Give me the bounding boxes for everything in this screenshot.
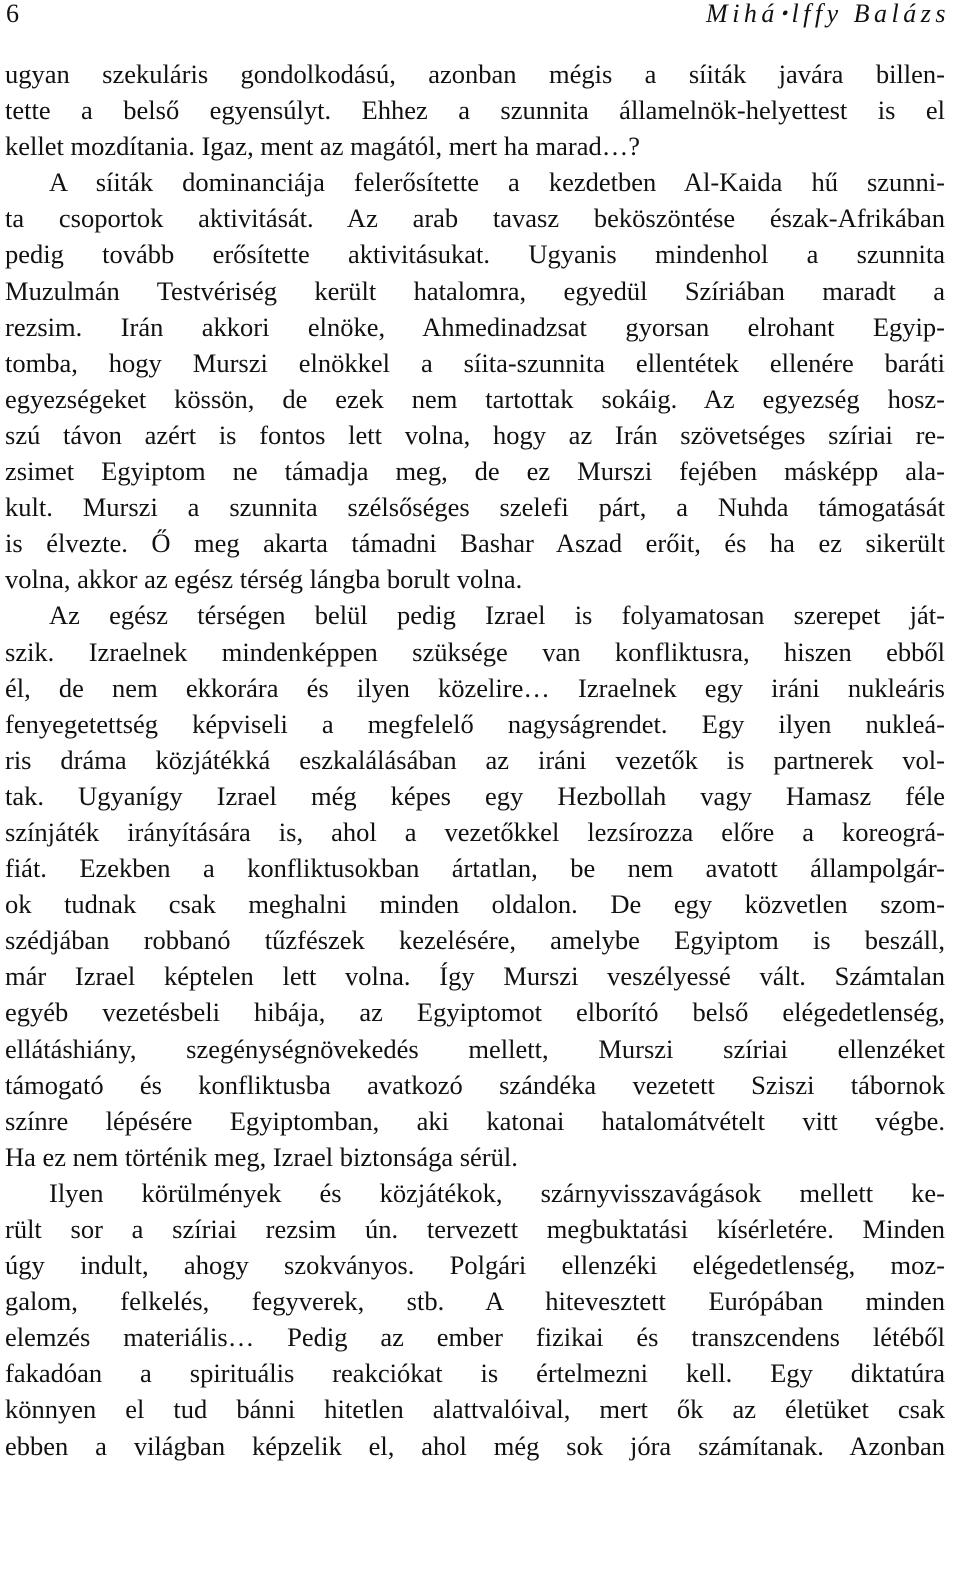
running-head [6,0,950,34]
text-line: színre lépésére Egyiptomban, aki katonai hatalomátvételt vitt végbe. [5,1105,945,1136]
text-line: kult. Murszi a szunnita szélsőséges szelefi párt, a Nuhda támogatását [5,492,945,523]
text-line: fakadóan a spirituális reakciókat is értelmezni kell. Egy diktatúra [5,1358,945,1389]
text-line: tak. Ugyanígy Izrael még képes egy Hezbollah vagy Hamasz féle [5,780,945,811]
text-line: rült sor a szíriai rezsim ún. tervezett megbuktatási kísérletére. Minden [5,1214,945,1244]
text-line: kellet mozdítania. Igaz, ment az magától, mert ha marad…? [5,131,640,162]
text-line: galom, felkelés, fegyverek, stb. A hitevesztett Európában minden [5,1286,945,1317]
text-line: egyezségeket kössön, de ezek nem tartottak sokáig. Az egyezség hosz- [5,383,945,414]
text-line: támogató és konfliktusba avatkozó szándéka vezetett Sziszi tábornok [5,1069,945,1100]
text-line: egyéb vezetésbeli hibája, az Egyiptomot elborító belső elégedetlenség, [5,997,945,1028]
text-line: él, de nem ekkorára és ilyen közelire… Izraelnek egy iráni nukleáris [5,672,945,703]
text-line: szú távon azért is fontos lett volna, hogy az Irán szövetséges szíriai re- [5,419,945,450]
text-line: színjáték irányítására is, ahol a vezetőkkel lezsírozza előre a koreográ- [5,816,945,847]
text-line: pedig tovább erősítette aktivitásukat. Ugyanis mindenhol a szunnita [5,239,945,270]
text-line: ellátáshiány, szegénységnövekedés mellett, Murszi szíriai ellenzéket [5,1033,945,1064]
text-line: ok tudnak csak meghalni minden oldalon. De egy közvetlen szom- [5,889,945,920]
text-line: is élvezte. Ő meg akarta támadni Bashar Aszad erőit, és ha ez sikerült [5,528,945,559]
text-line: Muzulmán Testvériség került hatalomra, egyedül Szíriában maradt a [5,275,945,306]
text-line: tette a belső egyensúlyt. Ehhez a szunnita államelnök-helyettest is el [5,95,945,126]
text-line: tomba, hogy Murszi elnökkel a síita-szunnita ellentétek ellenére baráti [5,347,945,378]
text-line: ta csoportok aktivitását. Az arab tavasz beköszöntése észak-Afrikában [5,203,945,234]
text-line: ebben a világban képzelik el, ahol még sok jóra számítanak. Azonban [5,1430,945,1461]
text-line: ugyan szekuláris gondolkodású, azonban mégis a síiták javára billen- [5,59,945,89]
running-head-author: Miháꞏlffy Balázs [706,0,950,28]
text-line: szédjában robbanó tűzfészek kezelésére, amelybe Egyiptom is beszáll, [5,925,945,956]
text-line: fenyegetettség képviseli a megfelelő nagyságrendet. Egy ilyen nukleá- [5,708,945,739]
text-line: Ilyen körülmények és közjátékok, szárnyvisszavágások mellett ke- [49,1177,945,1208]
page-number: 6 [6,0,19,28]
text-line: Az egész térségen belül pedig Izrael is folyamatosan szerepet ját- [49,600,945,631]
text-line: A síiták dominanciája felerősítette a kezdetben Al-Kaida hű szunni- [49,167,945,198]
text-line: Ha ez nem történik meg, Izrael biztonsága sérül. [5,1141,518,1172]
text-line: rezsim. Irán akkori elnöke, Ahmedinadzsat gyorsan elrohant Egyip- [5,311,945,342]
text-line: könnyen el tud bánni hitetlen alattvalóival, mert ők az életüket csak [5,1394,945,1425]
text-line: úgy indult, ahogy szokványos. Polgári ellenzéki elégedetlenség, moz- [5,1250,945,1281]
text-line: volna, akkor az egész térség lángba borult volna. [5,564,523,595]
text-line: zsimet Egyiptom ne támadja meg, de ez Murszi fejében másképp ala- [5,456,945,487]
text-line: szik. Izraelnek mindenképpen szüksége van konfliktusra, hiszen ebből [5,636,945,667]
text-line: már Izrael képtelen lett volna. Így Murszi veszélyessé vált. Számtalan [5,961,945,992]
body-text [5,56,945,1464]
text-line: elemzés materiális… Pedig az ember fizikai és transzcendens létéből [5,1322,945,1353]
text-line: fiát. Ezekben a konfliktusokban ártatlan, be nem avatott állampolgár- [5,853,945,884]
text-line: ris dráma közjátékká eszkalálásában az iráni vezetők is partnerek vol- [5,744,945,775]
